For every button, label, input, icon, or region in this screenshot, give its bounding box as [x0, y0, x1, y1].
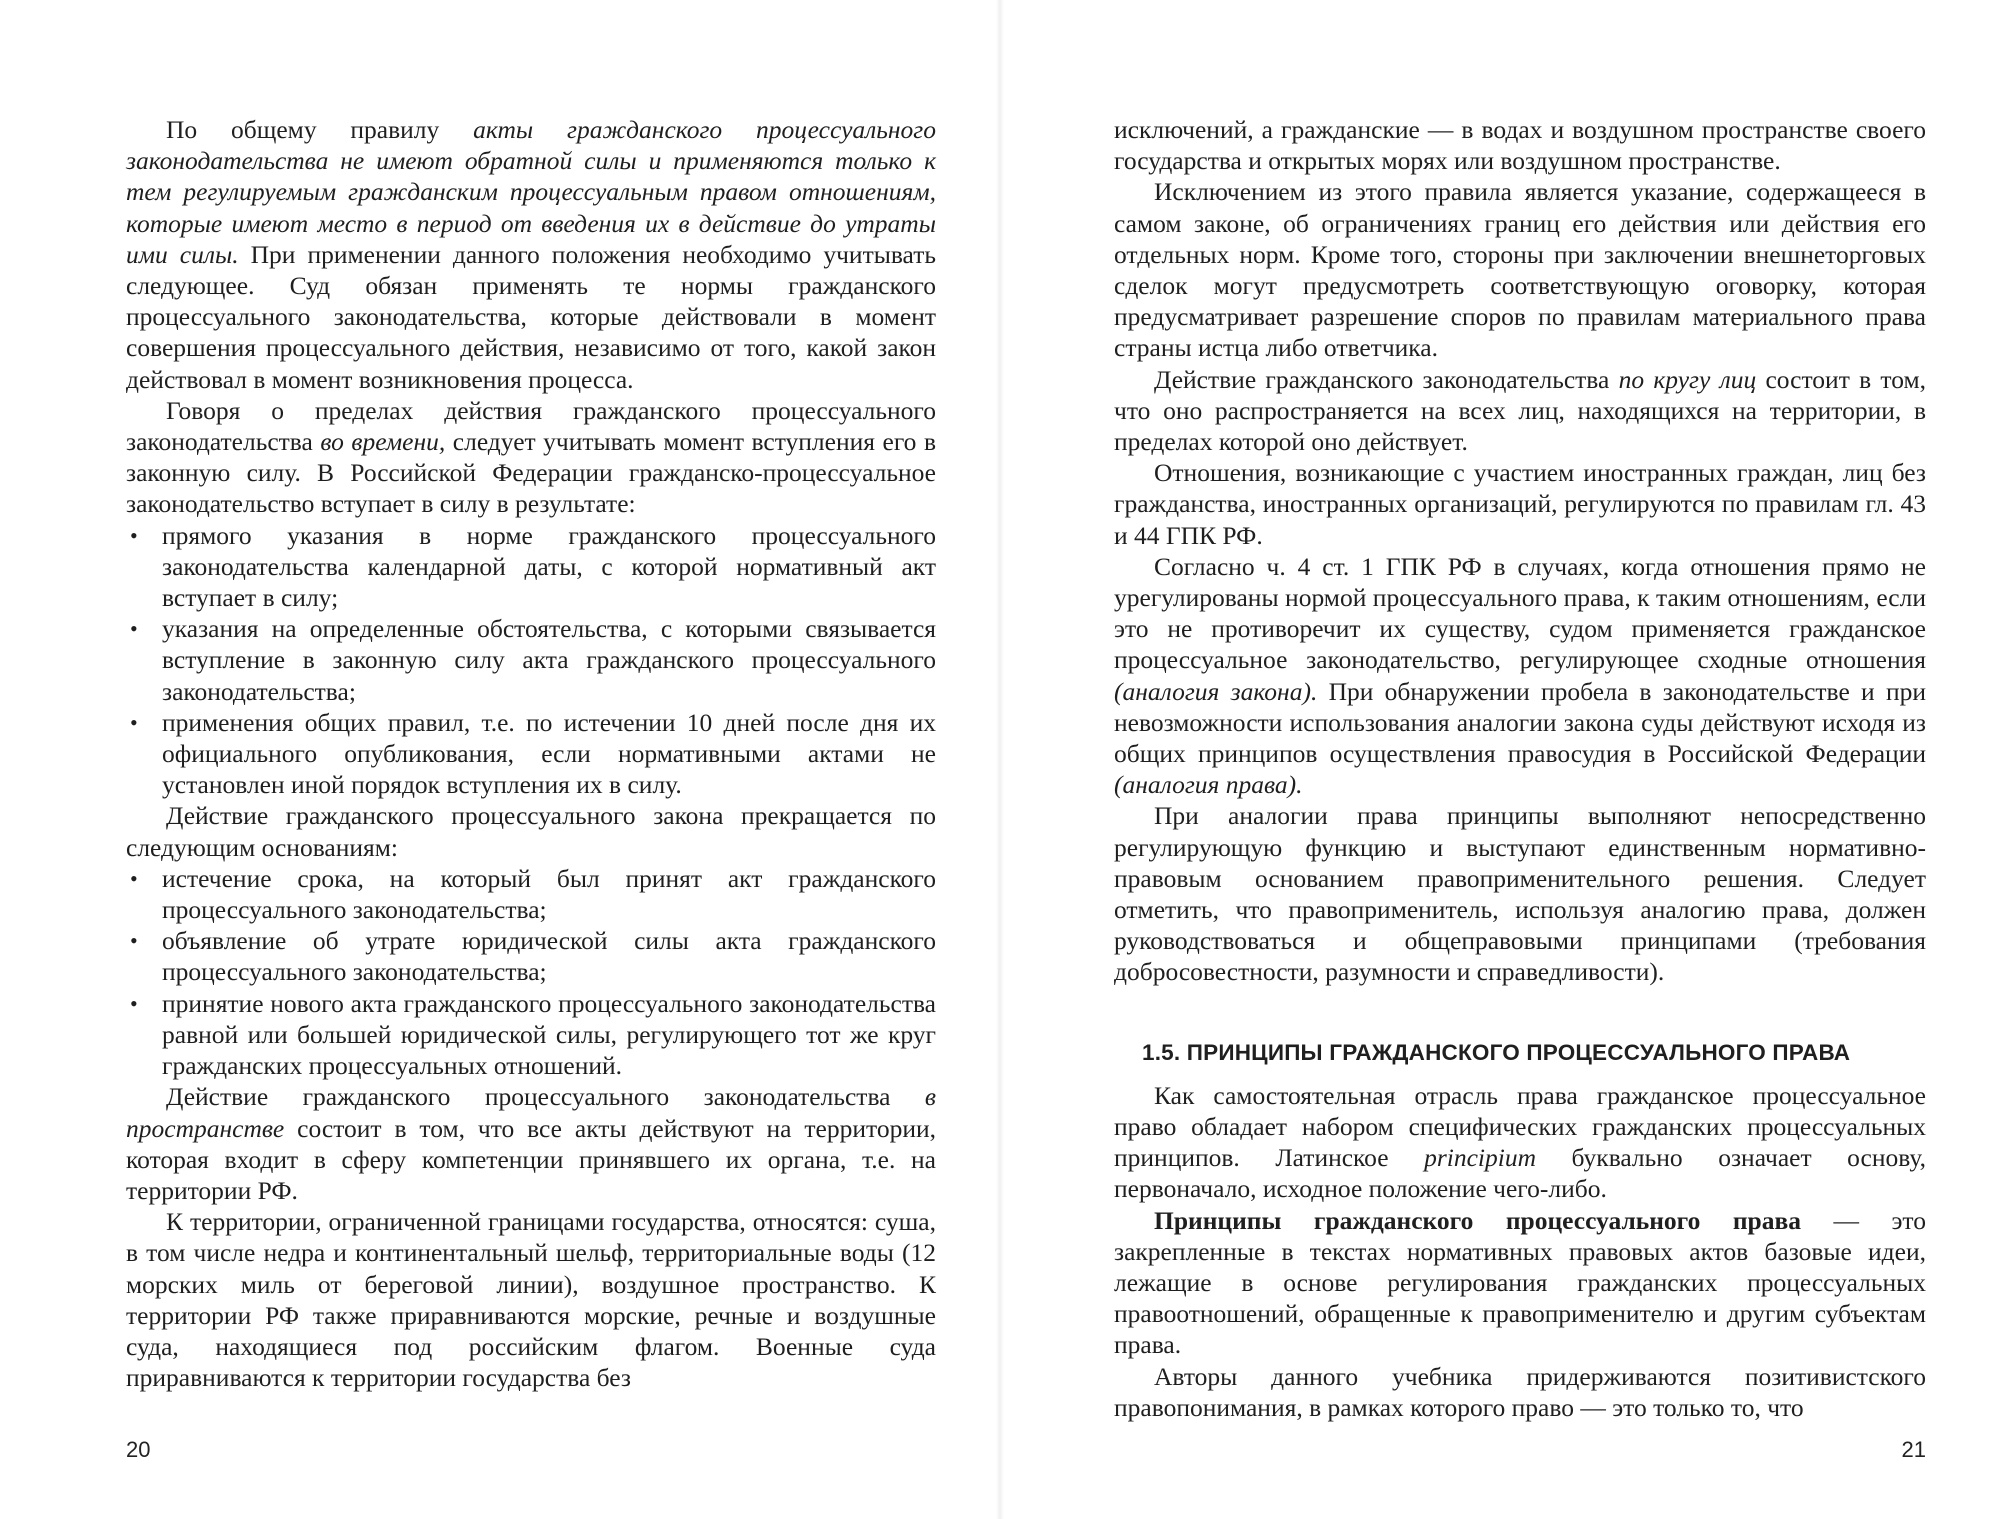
- list-item: • объявление об утрате юридической силы акта гражданского процессуального законодательства;: [130, 926, 936, 987]
- right-page: [1000, 0, 2000, 1519]
- list-item: • принятие нового акта гражданского процессуального законодательства равной или большей юридической силы, регулирующего тот же круг гражданских процессуальных отношений.: [130, 988, 936, 1081]
- bold-term: Принципы гражданского процессуального права: [1154, 1205, 1802, 1235]
- list-item: • указания на определенные обстоятельства, с которыми связывается вступление в законную силу акта гражданского процессуального законодательства;: [130, 614, 936, 706]
- italic-phrase: principium: [1424, 1143, 1536, 1173]
- italic-phrase: (аналогия закона).: [1114, 676, 1318, 706]
- bullet-icon: •: [130, 865, 138, 891]
- bullet-icon: •: [130, 616, 138, 642]
- paragraph: Авторы данного учебника придерживаются позитивистского правопонимания, в рамках которого право — это только то, что: [1114, 1361, 1926, 1422]
- bullet-list: [126, 520, 936, 801]
- italic-phrase: акты гражданского процессуального законодательства не имеют обратной силы и применяются только к тем регулируемым гражданским процессуальным правом отношениям, которые имеют место в период от введения их в действие до утраты ими силы.: [126, 115, 936, 269]
- page-number: 20: [126, 1437, 151, 1462]
- paragraph: исключений, а гражданские — в водах и воздушном пространстве своего государства и открытых морях или воздушном пространстве.: [1114, 115, 1926, 176]
- paragraph: К территории, ограниченной границами государства, относятся: суша, в том числе недра и континентальный шельф, территориальные воды (12 морских миль от береговой линии), воздушное пространство. К территории РФ также приравниваются морские, речные и воздушные суда, находящиеся под российским флагом. Военные суда приравниваются к территории государства без: [126, 1207, 936, 1393]
- paragraph: Действие гражданского процессуального законодательства в пространстве состоит в том, что все акты действуют на территории, которая входит в сферу компетенции принявшего их органа, т.е. на территории РФ.: [126, 1082, 936, 1205]
- left-page-text: [126, 114, 936, 1393]
- paragraph: Как самостоятельная отрасль права гражданское процессуальное право обладает набором специфических гражданских процессуальных принципов. Латинское principium буквально означает основу, первоначало, исходное положение чего-либо.: [1114, 1080, 1926, 1204]
- paragraph: По общему правилу акты гражданского процессуального законодательства не имеют обратной силы и применяются только к тем регулируемым гражданским процессуальным правом отношениям, которые имеют место в период от введения их в действие до утраты ими силы. При применении данного положения необходимо учитывать следующее. Суд обязан применять те нормы гражданского процессуального законодательства, которые действовали в момент совершения процессуального действия, независимо от того, какой закон действовал в момент возникновения процесса.: [126, 115, 936, 394]
- list-item: • применения общих правил, т.е. по истечении 10 дней после дня их официального опубликования, если нормативными актами не установлен иной порядок вступления их в силу.: [130, 707, 936, 800]
- paragraph: Согласно ч. 4 ст. 1 ГПК РФ в случаях, когда отношения прямо не урегулированы нормой процессуального права, к таким отношениям, если это не противоречит их существу, судом применяется гражданское процессуальное законодательство, регулирующее сходные отношения (аналогия закона). При обнаружении пробела в законодательстве и при невозможности использования аналогии закона суды действуют исходя из общих принципов осуществления правосудия в Российской Федерации (аналогия права).: [1114, 551, 1927, 800]
- list-item: • истечение срока, на который был принят акт гражданского процессуального законодательства;: [130, 863, 936, 925]
- italic-phrase: (аналогия права).: [1114, 770, 1303, 800]
- paragraph: Исключением из этого правила является указание, содержащееся в самом законе, об ограничениях границ его действия или действия его отдельных норм. Кроме того, стороны при заключении внешнеторговых сделок могут предусмотреть соответствующую оговорку, которая предусматривает разрешение споров по правилам материального права страны истца либо ответчика.: [1114, 177, 1926, 363]
- right-page-text: [1114, 114, 1926, 1423]
- paragraph: Говоря о пределах действия гражданского процессуального законодательства во времени, следует учитывать момент вступления его в законную силу. В Российской Федерации гражданско-процессуальное законодательство вступает в силу в результате:: [126, 395, 936, 519]
- paragraph: Отношения, возникающие с участием иностранных граждан, лиц без гражданства, иностранных организаций, регулируются по правилам гл. 43 и 44 ГПК РФ.: [1114, 458, 1926, 550]
- paragraph: Действие гражданского законодательства по кругу лиц состоит в том, что оно распространяется на всех лиц, находящихся на территории, в пределах которой оно действует.: [1114, 364, 1927, 457]
- paragraph: Принципы гражданского процессуального права — это закрепленные в текстах нормативных правовых актов базовые идеи, лежащие в основе регулирования гражданских процессуальных правоотношений, обращенные к правоприменителю и другим субъектам права.: [1114, 1205, 1926, 1360]
- paragraph: Действие гражданского процессуального закона прекращается по следующим основаниям:: [126, 801, 936, 862]
- italic-phrase: в пространстве: [126, 1082, 936, 1143]
- bullet-icon: •: [130, 990, 138, 1016]
- italic-phrase: по кругу лиц: [1618, 364, 1757, 394]
- list-item: • прямого указания в норме гражданского процессуального законодательства календарной даты, с которой нормативный акт вступает в силу;: [130, 520, 936, 613]
- page-number: 21: [1901, 1437, 1926, 1462]
- italic-phrase: во времени,: [320, 427, 446, 457]
- bullet-icon: •: [130, 522, 138, 548]
- bullet-icon: •: [130, 928, 138, 954]
- bullet-icon: •: [130, 709, 138, 735]
- section-heading: 1.5. ПРИНЦИПЫ ГРАЖДАНСКОГО ПРОЦЕССУАЛЬНОГО ПРАВА: [1142, 1039, 1851, 1065]
- paragraph: При аналогии права принципы выполняют непосредственно регулирующую функцию и выступают единственным нормативно-правовым основанием правоприменительного решения. Следует отметить, что правоприменитель, используя аналогию права, должен руководствоваться и общеправовыми принципами (требования добросовестности, разумности и справедливости).: [1114, 801, 1926, 987]
- bullet-list: [126, 863, 936, 1081]
